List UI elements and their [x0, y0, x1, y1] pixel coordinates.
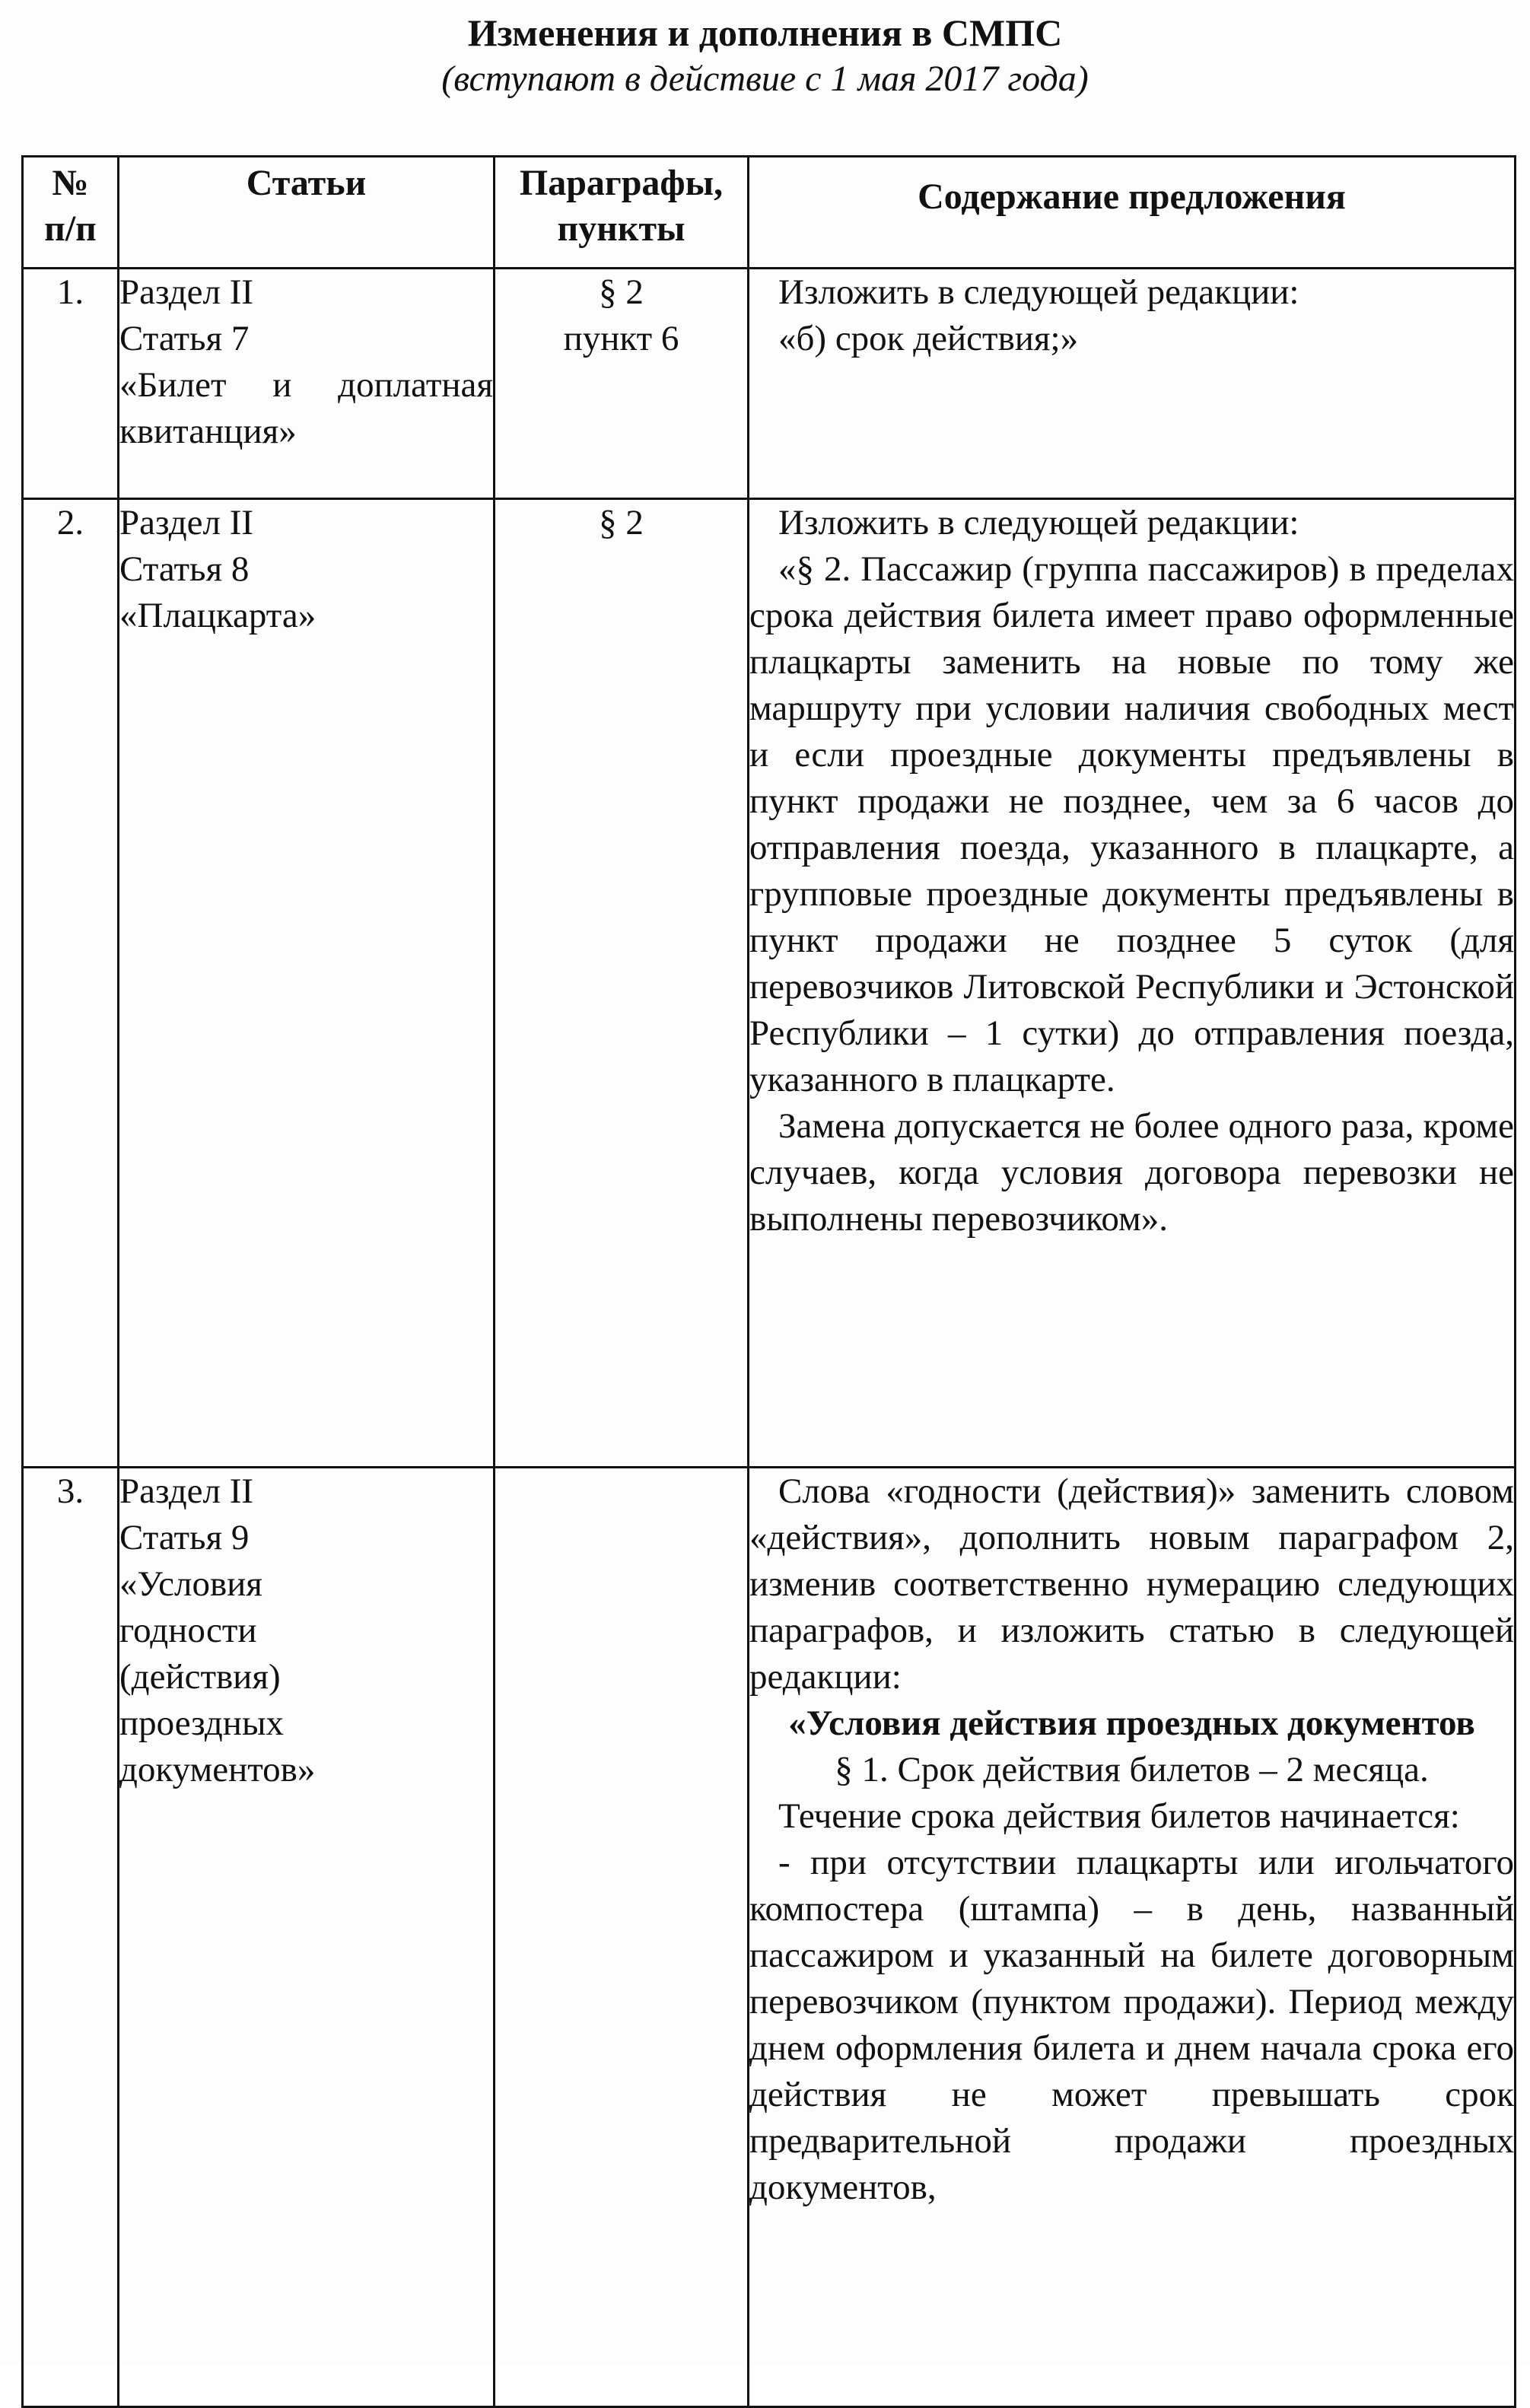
row-paragraph: [495, 499, 749, 1468]
row-number: 1.: [23, 269, 119, 499]
paragraph-point: пункт 6: [563, 319, 679, 358]
content-paragraph: - при отсутствии плацкарты или игольчатого компостера (штампа) – в день, названный пассажиром и указанный на билете договорным перевозчиком (пунктом продажи). Период между днем оформления билета и днем начала срока его действия не может превышать срок предварительной продажи проездных документов,: [749, 1843, 1514, 2207]
article-section: Раздел II: [119, 1471, 253, 1511]
content-heading: «Условия действия проездных документов: [788, 1703, 1475, 1743]
row-content: [749, 499, 1516, 1468]
row-article: [119, 1468, 495, 2407]
article-number: Статья 8: [119, 549, 250, 589]
content-paragraph: § 1. Срок действия билетов – 2 месяца.: [835, 1750, 1429, 1789]
article-number: Статья 7: [119, 319, 250, 358]
header-paragraphs: [495, 157, 749, 269]
row-article: [119, 269, 495, 499]
content-paragraph: «§ 2. Пассажир (группа пассажиров) в пределах срока действия билета имеет право оформленные плацкарты заменить на новые по тому же маршруту при условии наличия свободных мест и если проездные документы предъявлены в пункт продажи не позднее, чем за 6 часов до отправления поезда, указанного в плацкарте, а групповые проездные документы предъявлены в пункт продажи не позднее 5 суток (для перевозчиков Литовской Республики и Эстонской Республики – 1 сутки) до отправления поезда, указанного в плацкарте.: [749, 549, 1514, 1099]
paragraph-number: § 2: [599, 503, 644, 542]
content-text: «б) срок действия;»: [778, 319, 1079, 358]
article-title: «Плацкарта»: [119, 596, 316, 635]
table-row: [23, 499, 1516, 1468]
article-section: Раздел II: [119, 272, 253, 312]
header-articles: Статьи: [119, 157, 495, 269]
document-subtitle: (вступают в действие с 1 мая 2017 года): [441, 59, 1089, 99]
header-paragraphs-label: Параграфы, пункты: [519, 163, 724, 249]
amendments-table: [21, 155, 1516, 2408]
row-content: [749, 269, 1516, 499]
header-number-label: № п/п: [44, 163, 97, 249]
article-title: «Билет и доплатная квитанция»: [119, 365, 493, 451]
content-paragraph: Течение срока действия билетов начинается:: [778, 1796, 1460, 1836]
row-paragraph: [495, 269, 749, 499]
content-instruction: Изложить в следующей редакции:: [778, 503, 1299, 542]
content-instruction: Слова «годности (действия)» заменить словом «действия», дополнить новым параграфом 2, изменив соответственно нумерацию следующих параграфов, и изложить статью в следующей редакции:: [749, 1471, 1514, 1697]
content-instruction: Изложить в следующей редакции:: [778, 272, 1299, 312]
table-row: [23, 269, 1516, 499]
document-title: Изменения и дополнения в СМПС: [467, 11, 1063, 54]
row-paragraph: [495, 1468, 749, 2407]
article-title: «Условия годности (действия) проездных документов»: [119, 1564, 316, 1789]
header-number: [23, 157, 119, 269]
article-number: Статья 9: [119, 1518, 250, 1557]
article-section: Раздел II: [119, 503, 253, 542]
row-content: [749, 1468, 1516, 2407]
header-content: Содержание предложения: [749, 157, 1516, 269]
row-number: 2.: [23, 499, 119, 1468]
row-number: 3.: [23, 1468, 119, 2407]
row-article: [119, 499, 495, 1468]
content-paragraph: Замена допускается не более одного раза, кроме случаев, когда условия договора перевозки не выполнены перевозчиком».: [749, 1106, 1514, 1239]
table-row: [23, 1468, 1516, 2407]
table-header-row: [23, 157, 1516, 269]
paragraph-number: § 2: [599, 272, 644, 312]
